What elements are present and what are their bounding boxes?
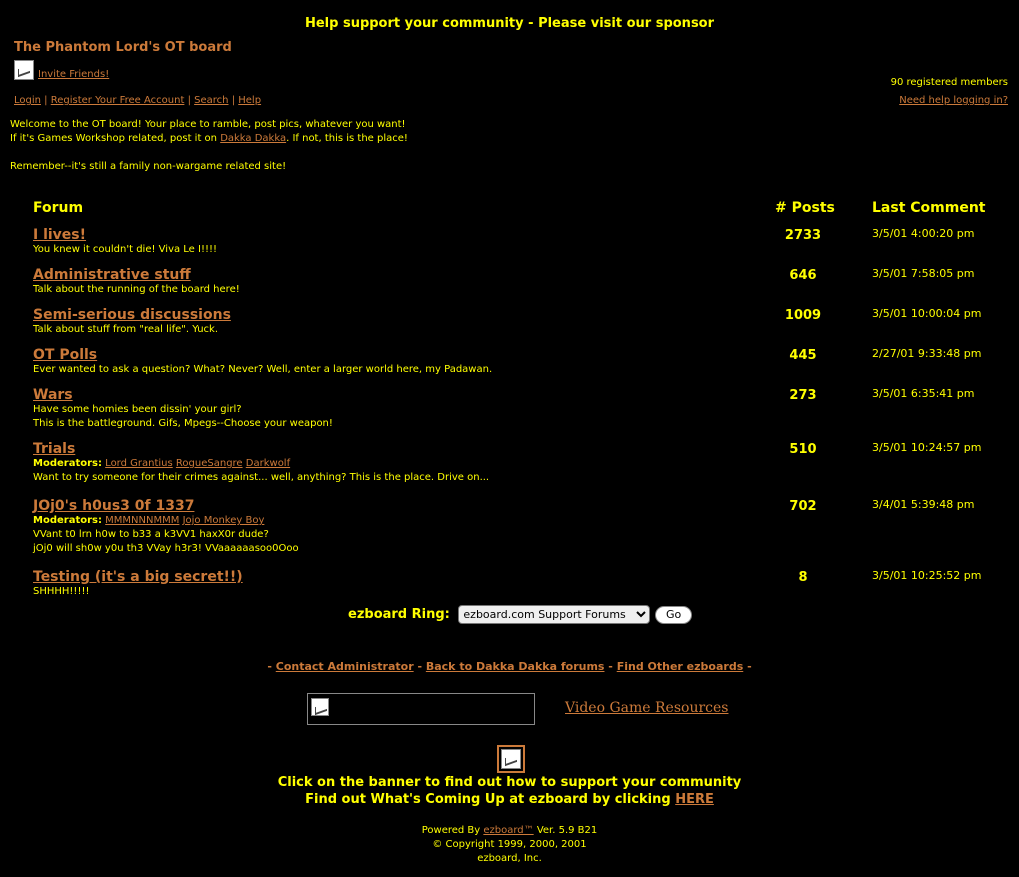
forum-row — [33, 347, 993, 377]
support-line-1: Click on the banner to find out how to support your community — [277, 775, 742, 790]
post-count: 445 — [789, 348, 817, 363]
forum-row — [33, 227, 993, 257]
company: ezboard, Inc. — [477, 853, 542, 864]
back-to-dakka-link[interactable]: Back to Dakka Dakka forums — [425, 660, 605, 673]
broken-image-icon — [501, 749, 521, 769]
broken-image-icon — [14, 60, 34, 80]
moderator-link[interactable]: Lord Grantius — [105, 458, 173, 469]
nav-links: Login | Register Your Free Account | Search | Help — [14, 95, 262, 106]
support-banner-image[interactable] — [497, 745, 525, 773]
forum-row — [33, 307, 993, 337]
forum-table — [33, 200, 993, 597]
ad-banner[interactable] — [307, 693, 535, 725]
sponsor-banner-text: Help support your community - Please visit our sponsor — [304, 16, 715, 31]
welcome-line-1: Welcome to the OT board! Your place to ramble, post pics, whatever you want! — [10, 119, 406, 130]
forum-description: Talk about the running of the board here! — [33, 284, 240, 295]
forum-name-link[interactable]: Administrative stuff — [33, 267, 191, 283]
moderator-link[interactable]: RogueSangre — [175, 458, 243, 469]
invite-friends-link[interactable]: Invite Friends! — [38, 69, 110, 80]
forum-name-link[interactable]: Trials — [33, 441, 76, 457]
post-count: 510 — [789, 442, 817, 457]
forum-description: jOj0 will sh0w y0u th3 VVay h3r3! VVaaaaaasoo0Ooo — [33, 543, 299, 554]
forum-name-link[interactable]: I lives! — [33, 227, 87, 243]
support-text — [0, 774, 1019, 808]
help-link[interactable]: Help — [238, 95, 262, 106]
post-count: 273 — [789, 388, 817, 403]
post-count: 1009 — [784, 308, 822, 323]
last-comment-time: 3/5/01 10:24:57 pm — [872, 441, 982, 454]
forum-description: Have some homies been dissin' your girl? — [33, 404, 242, 415]
help-login-link[interactable]: Need help logging in? — [899, 95, 1008, 106]
forum-description: VVant t0 lrn h0w to b33 a k3VV1 haxX0r dude? — [33, 529, 269, 540]
moderator-link[interactable]: Darkwolf — [245, 458, 291, 469]
powered-by: Powered By ezboard™ Ver. 5.9 B21 © Copyright 1999, 2000, 2001 ezboard, Inc. — [0, 824, 1019, 866]
forum-row — [33, 498, 993, 556]
header-last-comment: Last Comment — [872, 200, 986, 216]
dakka-dakka-link[interactable]: Dakka Dakka — [220, 133, 287, 144]
go-button[interactable]: Go — [655, 606, 692, 624]
video-game-resources-link[interactable]: Video Game Resources — [565, 700, 729, 716]
header-forum: Forum — [33, 200, 84, 216]
moderators-label: Moderators: — [33, 458, 102, 469]
moderator-link[interactable]: Jojo Monkey Boy — [182, 515, 265, 526]
invite-friends — [14, 60, 109, 80]
post-count: 646 — [789, 268, 817, 283]
moderator-link[interactable]: MMMNNNMMM — [105, 515, 180, 526]
forum-table-header — [33, 200, 993, 222]
footer-links: - Contact Administrator - Back to Dakka Dakka forums - Find Other ezboards - — [267, 660, 752, 673]
forum-description: Ever wanted to ask a question? What? Never? Well, enter a larger world here, my Padawan. — [33, 364, 493, 375]
moderators-line — [33, 514, 993, 528]
login-link[interactable]: Login — [14, 95, 41, 106]
forum-row — [33, 569, 993, 599]
header-posts: # Posts — [775, 200, 835, 216]
forum-name-link[interactable]: OT Polls — [33, 347, 98, 363]
broken-image-icon — [311, 698, 329, 716]
last-comment-time: 3/5/01 10:25:52 pm — [872, 569, 982, 582]
forum-description: You knew it couldn't die! Viva Le I!!!! — [33, 244, 217, 255]
moderators-label: Moderators: — [33, 515, 102, 526]
post-count: 702 — [789, 499, 817, 514]
support-line-2: Find out What's Coming Up at ezboard by clicking HERE — [305, 792, 714, 807]
here-link[interactable]: HERE — [675, 792, 714, 807]
copyright: © Copyright 1999, 2000, 2001 — [432, 839, 587, 850]
forum-description: SHHHH!!!!! — [33, 586, 90, 597]
forum-row — [33, 387, 993, 431]
ezboard-ring — [348, 605, 692, 624]
forum-name-link[interactable]: JOj0's h0us3 0f 1337 — [33, 498, 195, 514]
last-comment-time: 3/5/01 4:00:20 pm — [872, 227, 975, 240]
contact-admin-link[interactable]: Contact Administrator — [275, 660, 414, 673]
board-title: The Phantom Lord's OT board — [14, 40, 232, 55]
last-comment-time: 3/4/01 5:39:48 pm — [872, 498, 975, 511]
forum-name-link[interactable]: Wars — [33, 387, 73, 403]
ring-select[interactable] — [458, 605, 650, 624]
last-comment-time: 2/27/01 9:33:48 pm — [872, 347, 982, 360]
welcome-message — [10, 118, 408, 174]
post-count: 2733 — [784, 228, 822, 243]
welcome-line-3: Remember--it's still a family non-wargame related site! — [10, 161, 287, 172]
welcome-line-2: If it's Games Workshop related, post it on Dakka Dakka. If not, this is the place! — [10, 133, 408, 144]
moderators-line — [33, 457, 993, 471]
forum-row — [33, 267, 993, 297]
forum-description: Want to try someone for their crimes against... well, anything? This is the place. Drive on... — [33, 472, 490, 483]
search-link[interactable]: Search — [194, 95, 229, 106]
last-comment-time: 3/5/01 10:00:04 pm — [872, 307, 982, 320]
last-comment-time: 3/5/01 7:58:05 pm — [872, 267, 975, 280]
ezboard-link[interactable]: ezboard™ — [483, 825, 534, 836]
forum-row — [33, 441, 993, 485]
forum-description: This is the battleground. Gifs, Mpegs--Choose your weapon! — [33, 418, 333, 429]
ring-label: ezboard Ring: — [348, 607, 450, 622]
register-link[interactable]: Register Your Free Account — [50, 95, 185, 106]
last-comment-time: 3/5/01 6:35:41 pm — [872, 387, 975, 400]
forum-name-link[interactable]: Semi-serious discussions — [33, 307, 231, 323]
forum-name-link[interactable]: Testing (it's a big secret!!) — [33, 569, 243, 585]
find-ezboards-link[interactable]: Find Other ezboards — [616, 660, 744, 673]
registered-members-count: 90 registered members — [890, 77, 1008, 88]
post-count: 8 — [798, 570, 808, 585]
forum-description: Talk about stuff from "real life". Yuck. — [33, 324, 219, 335]
